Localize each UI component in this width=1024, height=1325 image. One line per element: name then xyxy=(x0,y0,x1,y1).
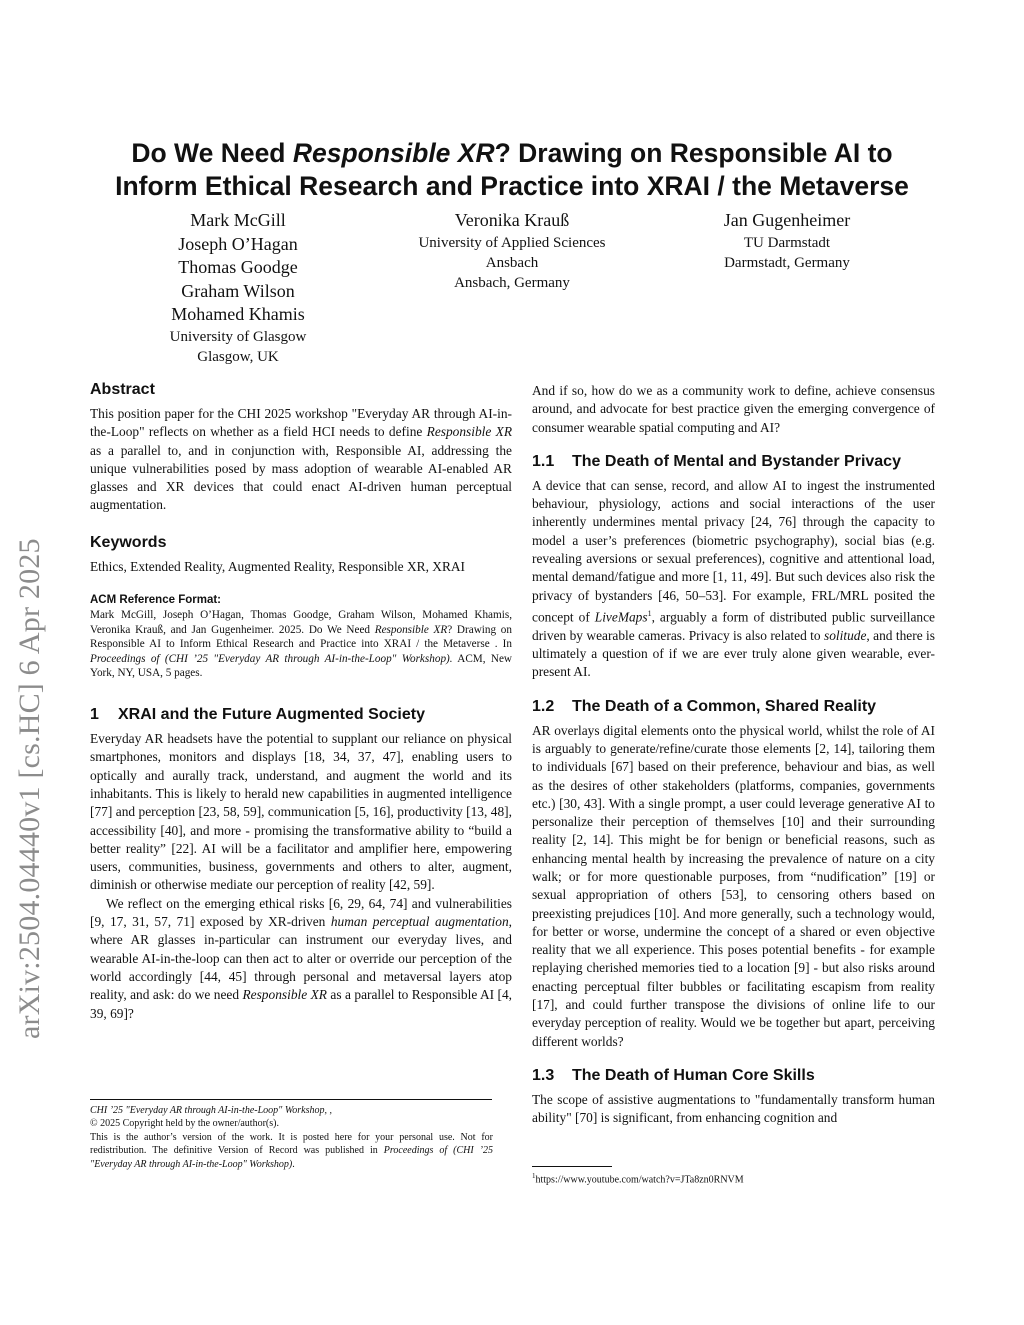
footer-venue: CHI ’25 "Everyday AR through AI-in-the-Loop" Workshop, , xyxy=(90,1105,332,1116)
section-1-2-text: AR overlays digital elements onto the physical world, whilst the role of AI is arguably to generate/refine/curate those elements [2, 14], tailoring them to individuals [67] based on their preference, behaviour and bias, as well as the desires of other stakeholders (platforms, companies, governments etc.) [30, 43]. With a single prompt, a user could leverage generative AI to personalize their perception of themselves [10] and their surrounding reality [2, 14]. This might be for benign or beneficial reasons, such as enhancing mental health by increasing the prevalence of nature on a city walk; or for more questionable purposes, from “nudification” [19] or sexual appropriation of others [53], to censoring others based on preexisting prejudices [10]. And more generally, such a technology would, for better or worse, undermine the concept of a shared or even objective reality that we all experience. This poses potential benefits - for example replaying cherished memories tied to a location [9] - but also risks around enacting perceptual filter bubbles or facilitating escapism from reality [17], and could further transpose the divisions of online life to our everyday perception of reality. Would we be together but apart, perceiving different worlds? xyxy=(532,722,935,1049)
abstract-text: This position paper for the CHI 2025 workshop "Everyday AR through AI-in-the-Loop" reflects on whether as a field HCI needs to define Responsible XR as a parallel to, and in conjunction with, Responsible AI, addressing the unique vulnerabilities posed by mass adoption of wearable AI-enabled AR glasses and XR devices that could enact AI-driven human perceptual augmentation. xyxy=(90,406,512,513)
section-1-3-heading: 1.3 The Death of Human Core Skills xyxy=(532,1066,815,1084)
author-name: Joseph O’Hagan xyxy=(178,233,298,254)
keywords-text: Ethics, Extended Reality, Augmented Reality, Responsible XR, XRAI xyxy=(90,558,466,574)
author-name: Jan Gugenheimer xyxy=(723,210,851,230)
author-group-darmstadt xyxy=(667,209,907,273)
footer-notes xyxy=(90,1104,493,1171)
section-1-paragraph-2: We reflect on the emerging ethical risks [6, 29, 64, 74] and vulnerabilities [9, 17, 31, 57, 71] exposed by XR-driven human perceptual augmentation, where AR glasses in-particular can instrument our everyday lives, and wearable AI-in-the-loop can then act to alter or override our perception of the world accordingly [44, 45] through personal and metaversal layers atop reality, and ask: do we need Responsible XR as a parallel to Responsible AI [4, 39, 69]? xyxy=(90,895,513,1021)
author-name: Graham Wilson xyxy=(181,280,295,301)
author-affiliation: Ansbach xyxy=(485,254,539,271)
author-affiliation: Darmstadt, Germany xyxy=(724,254,850,271)
footnote-url[interactable]: https://www.youtube.com/watch?v=JTa8zn0RNVM xyxy=(535,1174,744,1186)
author-affiliation: Ansbach, Germany xyxy=(454,274,570,291)
author-affiliation: TU Darmstadt xyxy=(743,234,831,251)
section-1-2-heading: 1.2 The Death of a Common, Shared Reality xyxy=(532,697,877,715)
abstract-heading: Abstract xyxy=(90,381,155,398)
acm-reference-heading: ACM Reference Format: xyxy=(90,594,221,607)
author-affiliation: University of Glasgow xyxy=(169,328,307,345)
right-column xyxy=(532,382,935,1128)
author-affiliation: University of Applied Sciences xyxy=(418,234,606,251)
arxiv-identifier: arXiv:2504.04440v1 [cs.HC] 6 Apr 2025 xyxy=(13,538,46,1039)
title-emphasis: Responsible XR xyxy=(292,138,495,168)
footer-copyright: © 2025 Copyright held by the owner/author(s). xyxy=(90,1118,279,1130)
footer-rule xyxy=(90,1099,492,1100)
keywords-heading: Keywords xyxy=(90,533,167,551)
author-group-ansbach xyxy=(392,209,632,293)
section-1-heading: 1 XRAI and the Future Augmented Society xyxy=(90,706,425,724)
author-affiliation: Glasgow, UK xyxy=(197,348,279,365)
paper-title-line-1: Do We Need Responsible XR? Drawing on Responsible AI to xyxy=(131,138,893,168)
footer-version-note: This is the author’s version of the work. It is posted here for your personal use. Not for redistribution. The definitive Version of Record was published in Proceedings of (CHI ’25 "Everyday AR through AI-in-the-Loop" Workshop). xyxy=(90,1131,493,1170)
acm-reference-text: Mark McGill, Joseph O’Hagan, Thomas Goodge, Graham Wilson, Mohamed Khamis, Veronika Krauß, and Jan Gugenheimer. 2025. Do We Need Responsible XR? Drawing on Responsible AI to Inform Ethical Research and Practice into XRAI / the Metaverse . In Proceedings of (CHI ’25 "Everyday AR through AI-in-the-Loop" Workshop). ACM, New York, NY, USA, 5 pages. xyxy=(90,609,512,680)
footnote: $^1$https://www.youtube.com/watch?v=JTa8zn0RNVM xyxy=(532,1172,744,1186)
author-name: Mark McGill xyxy=(190,210,286,230)
section-1-1-heading: 1.1 The Death of Mental and Bystander Privacy xyxy=(532,452,901,470)
author-name: Mohamed Khamis xyxy=(171,304,305,324)
section-1-3-text: The scope of assistive augmentations to "fundamentally transform human ability" [70] is significant, from enhancing cognition and xyxy=(532,1091,935,1126)
paper-title-line-2: Inform Ethical Research and Practice into XRAI / the Metaverse xyxy=(115,171,909,201)
author-name: Veronika Krauß xyxy=(454,210,570,230)
section-1-1-text: A device that can sense, record, and allow AI to ingest the instrumented behaviour, physiology, actions and social interactions of the user inherently undermines mental privacy [24, 76] through the capacity to model a user’s preferences (biometric psychography), social bias (e.g. revealing aversions or sexual preferences), cognitive and attentional load, mental demand/fatigue and more [1, 11, 49]. But such devices also risk the privacy of bystanders [46, 50–53]. For example, FRL/MRL posited the concept of LiveMaps$^1$, arguably a form of distributed public surveillance driven by wearable cameras. Privacy is also related to solitude, and there is ultimately a question of if we are ever truly alone given wearable, ever-present AI. xyxy=(532,477,935,680)
left-column xyxy=(90,380,512,1023)
author-name: Thomas Goodge xyxy=(178,257,298,277)
author-group-glasgow xyxy=(118,209,358,367)
footnote-rule xyxy=(532,1166,612,1167)
right-intro-paragraph: And if so, how do we as a community work to define, achieve consensus around, and advocate for best practice given the emerging convergence of consumer wearable spatial computing and AI? xyxy=(532,383,935,435)
section-1-paragraph-1: Everyday AR headsets have the potential to supplant our reliance on physical smartphones, monitors and displays [18, 34, 37, 47], enabling users to optically and aurally track, understand, and augment the world and its inhabitants. This is likely to herald new capabilities in augmented intelligence [77] and perception [23, 58, 59], communication [5, 16], productivity [13, 48], accessibility [40], and more - promising the transformative ability to “build a better reality” [22]. AI will be a facilitator and amplifier here, empowering users, communities, business, governments and others to alter, augment, diminish or otherwise mediate our perception of reality [42, 59]. xyxy=(90,731,512,893)
